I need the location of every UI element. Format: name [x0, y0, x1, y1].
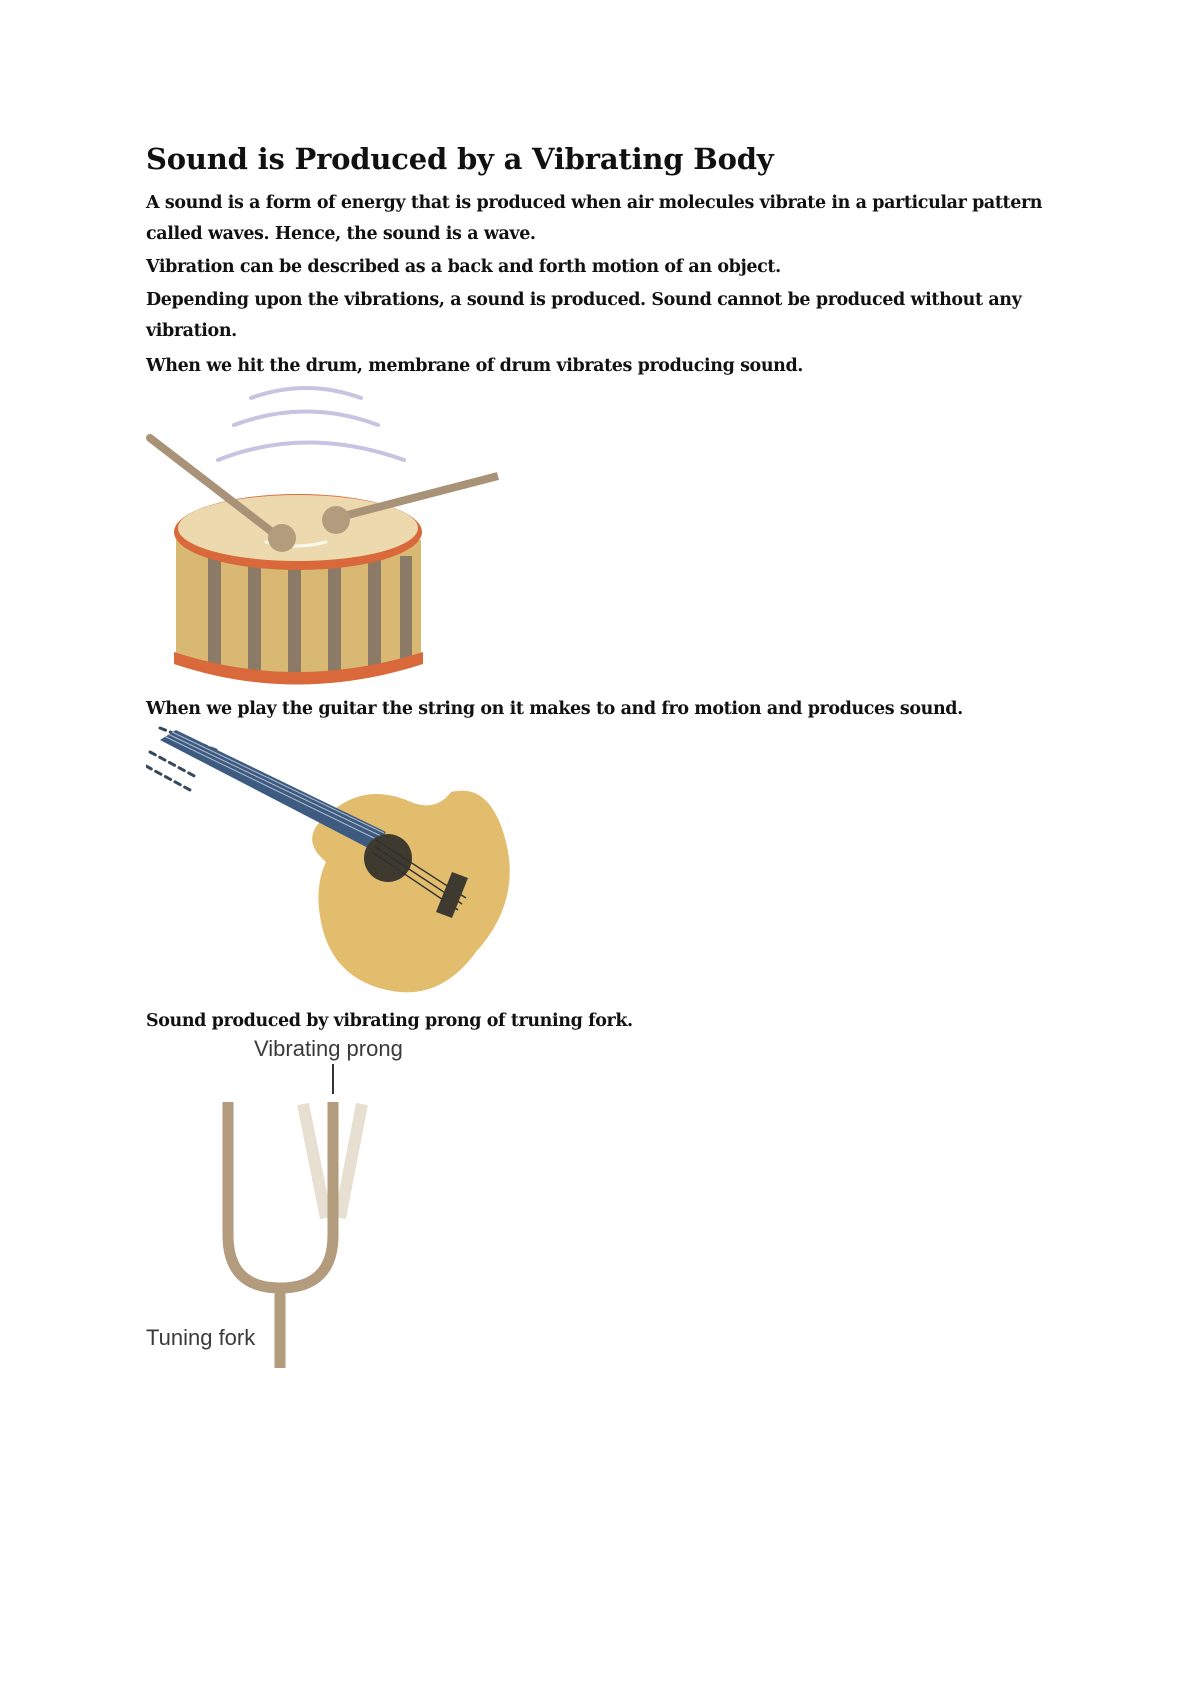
drum-icon: [146, 380, 506, 690]
guitar-illustration: [146, 722, 546, 1002]
page-title: Sound is Produced by a Vibrating Body: [146, 142, 774, 176]
tuning-fork-illustration: [140, 1030, 460, 1372]
drumstick-left-tip: [268, 524, 296, 552]
depending-line-1: Depending upon the vibrations, a sound is produced. Sound cannot be produced without any: [146, 290, 1022, 310]
depending-paragraph: [146, 285, 1021, 347]
intro-line-2: called waves. Hence, the sound is a wave.: [146, 224, 536, 244]
drumstick-right: [336, 476, 498, 518]
fork-caption: Sound produced by vibrating prong of truning fork.: [146, 1011, 633, 1031]
ghost-prong-right: [340, 1104, 362, 1218]
guitar-neck: [160, 730, 386, 850]
sound-wave-icon: [218, 443, 404, 461]
depending-line-2: vibration.: [146, 321, 237, 341]
tuning-fork-label: Tuning fork: [146, 1325, 256, 1350]
vibration-paragraph: Vibration can be described as a back and forth motion of an object.: [146, 257, 781, 277]
drum-caption: When we hit the drum, membrane of drum vibrates producing sound.: [146, 356, 803, 376]
sound-wave-icon: [234, 412, 378, 426]
drumstick-right-tip: [322, 506, 350, 534]
intro-paragraph: [146, 188, 1042, 250]
vibrating-prong-label: Vibrating prong: [254, 1036, 403, 1061]
guitar-icon: [146, 722, 546, 1002]
sound-wave-icon: [251, 388, 361, 398]
tuning-fork-icon: [140, 1030, 460, 1372]
guitar-caption: When we play the guitar the string on it makes to and fro motion and produces sound.: [146, 699, 963, 719]
drum-illustration: [146, 380, 506, 690]
intro-line-1: A sound is a form of energy that is produced when air molecules vibrate in a particular pattern: [146, 193, 1043, 213]
ghost-prong-left: [303, 1104, 326, 1218]
